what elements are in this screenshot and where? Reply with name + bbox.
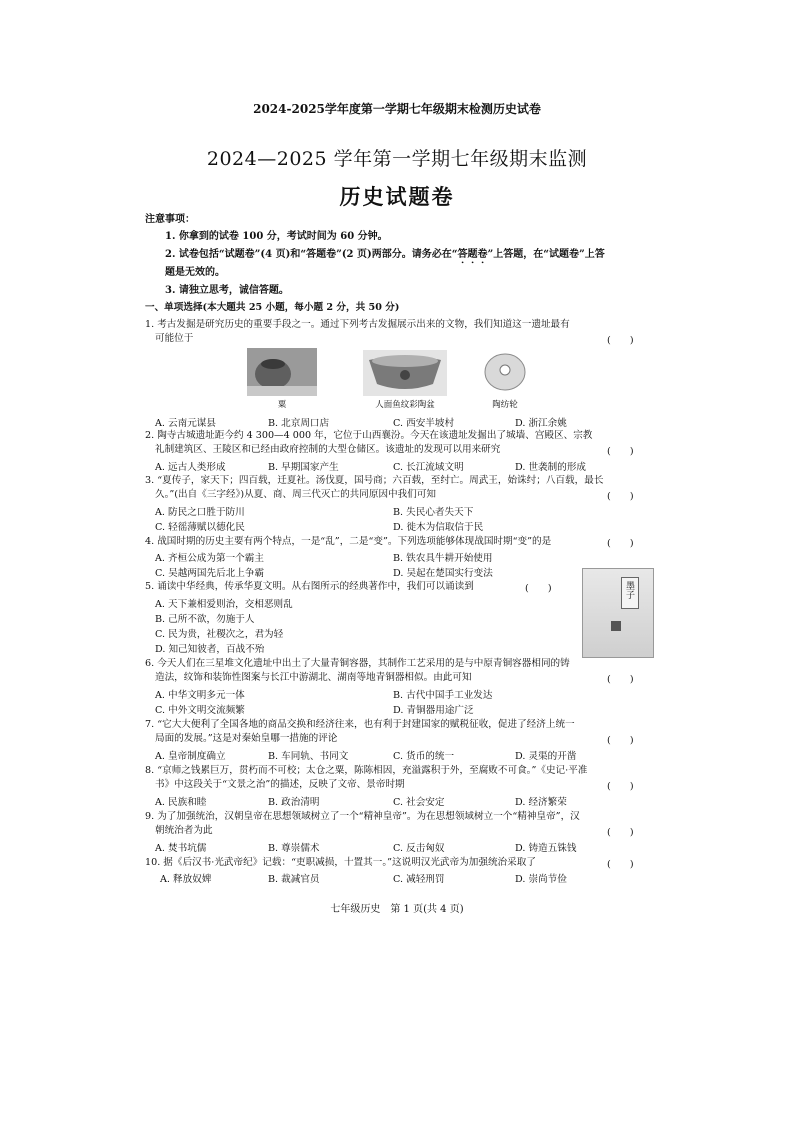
option-b: B. 政治清明 xyxy=(268,797,320,808)
option-b: B. 裁减官员 xyxy=(268,874,320,885)
option-a: A. 天下兼相爱则治，交相恶则乱 xyxy=(155,599,293,610)
answer-blank: ( ) xyxy=(607,859,634,870)
answer-blank: ( ) xyxy=(607,827,634,838)
page-footer: 七年级历史 第 1 页(共 4 页) xyxy=(330,904,464,915)
painted-pottery-basin-image xyxy=(363,350,447,396)
emphasis-text: 答题卷 xyxy=(457,249,488,260)
option-c: C. 货币的统一 xyxy=(393,751,455,762)
question-9-text: 朝统治者为此 xyxy=(155,825,213,836)
option-c: C. 减轻刑罚 xyxy=(393,874,445,885)
answer-blank: ( ) xyxy=(525,583,552,594)
answer-blank: ( ) xyxy=(607,335,634,346)
notes-item: 1. 你拿到的试卷 100 分，考试时间为 60 分钟。 xyxy=(165,231,388,242)
question-3-text: 3. “夏传子，家天下；四百载，迁夏社。汤伐夏，国号商；六百载，至纣亡。周武王，始诛纣；八百载，最长 xyxy=(145,475,604,486)
option-b: B. 北京周口店 xyxy=(268,418,330,429)
image-caption: 粟 xyxy=(277,400,287,410)
question-6-text: 6. 今天人们在三星堆文化遗址中出土了大量青铜容器，其制作工艺采用的是与中原青铜容器相同的铸 xyxy=(145,658,570,669)
option-a: A. 民族和睦 xyxy=(155,797,207,808)
option-d: D. 浙江余姚 xyxy=(515,418,567,429)
option-d: D. 世袭制的形成 xyxy=(515,462,587,473)
option-c: C. 民为贵，社稷次之，君为轻 xyxy=(155,629,284,640)
question-5-text: 5. 诵读中华经典，传承华夏文明。从右图所示的经典著作中，我们可以诵读到 xyxy=(145,581,474,592)
option-a: A. 焚书坑儒 xyxy=(155,843,207,854)
option-b: B. 尊崇儒术 xyxy=(268,843,320,854)
option-b: B. 失民心者失天下 xyxy=(393,507,474,518)
answer-blank: ( ) xyxy=(607,781,634,792)
option-d: D. 铸造五铢钱 xyxy=(515,843,577,854)
notes-item: 2. 试卷包括“试题卷”(4 页)和“答题卷”(2 页)两部分。请务必在“答题卷”上答题，在“试题卷”上答 xyxy=(165,249,605,260)
question-9-text: 9. 为了加强统治，汉朝皇帝在思想领域树立了一个“精神皇帝”。为在思想领域树立一个“精神皇帝”，汉 xyxy=(145,811,580,822)
option-c: C. 社会安定 xyxy=(393,797,445,808)
notes-item: 题是无效的。 xyxy=(165,267,225,278)
document-title: 2024-2025学年度第一学期七年级期末检测历史试卷 xyxy=(253,102,541,116)
option-d: D. 崇尚节俭 xyxy=(515,874,567,885)
section-heading: 一、单项选择(本大题共 25 小题，每小题 2 分，共 50 分) xyxy=(145,302,400,313)
millet-pot-image xyxy=(247,348,317,396)
paper-title: 历史试题卷 xyxy=(339,184,455,209)
notes-heading: 注意事项： xyxy=(145,214,195,225)
option-b: B. 车同轨、书同文 xyxy=(268,751,349,762)
option-d: D. 知己知彼者，百战不殆 xyxy=(155,644,265,655)
question-7-text: 局面的发展。”这是对秦始皇哪一措施的评论 xyxy=(155,733,338,744)
option-d: D. 灵渠的开凿 xyxy=(515,751,577,762)
option-b: B. 己所不欲，勿施于人 xyxy=(155,614,255,625)
option-c: C. 轻徭薄赋以德化民 xyxy=(155,522,245,533)
question-8-text: 书》中这段关于“文景之治”的描述，反映了文帝、景帝时期 xyxy=(155,779,405,790)
question-2-text: 礼制建筑区、王陵区和已经由政府控制的大型仓储区。该遗址的发现可以用来研究 xyxy=(155,444,501,455)
question-3-text: 久。”(出自《三字经》)从夏、商、周三代灭亡的共同原因中我们可知 xyxy=(155,489,437,500)
image-caption: 人面鱼纹彩陶盆 xyxy=(375,400,435,410)
option-b: B. 早期国家产生 xyxy=(268,462,339,473)
book-title: 墨子 xyxy=(624,581,634,599)
option-a: A. 远古人类形成 xyxy=(155,462,226,473)
option-b: B. 古代中国手工业发达 xyxy=(393,690,493,701)
option-c: C. 反击匈奴 xyxy=(393,843,445,854)
option-d: D. 经济繁荣 xyxy=(515,797,567,808)
option-a: A. 中华文明多元一体 xyxy=(155,690,245,701)
question-10-text: 10. 据《后汉书·光武帝纪》记载：“吏职减损，十置其一。”这说明汉光武帝为加强统治采取了 xyxy=(145,857,536,868)
question-7-text: 7. “它大大便利了全国各地的商品交换和经济往来，也有利于封建国家的赋税征收，促进了经济上统一 xyxy=(145,719,575,730)
answer-blank: ( ) xyxy=(607,538,634,549)
answer-blank: ( ) xyxy=(607,735,634,746)
option-c: C. 吴越两国先后北上争霸 xyxy=(155,568,265,579)
question-6-text: 造法，纹饰和装饰性图案与长江中游湖北、湖南等地青铜器相似。由此可知 xyxy=(155,672,472,683)
question-2-text: 2. 陶寺古城遗址距今约 4 300—4 000 年，它位于山西襄汾。今天在该遗址发掘出了城墙、宫殿区、宗教 xyxy=(145,430,593,441)
image-caption: 陶纺轮 xyxy=(492,400,518,410)
option-c: C. 中外文明交流频繁 xyxy=(155,705,245,716)
answer-blank: ( ) xyxy=(607,674,634,685)
option-a: A. 齐桓公成为第一个霸主 xyxy=(155,553,264,564)
question-4-text: 4. 战国时期的历史主要有两个特点，一是“乱”，二是“变”。下列选项能够体现战国时期“变”的是 xyxy=(145,536,552,547)
mozi-book-image xyxy=(582,568,654,658)
answer-blank: ( ) xyxy=(607,446,634,457)
answer-blank: ( ) xyxy=(607,491,634,502)
option-a: A. 皇帝制度确立 xyxy=(155,751,226,762)
option-a: A. 防民之口胜于防川 xyxy=(155,507,245,518)
question-1-text: 1. 考古发掘是研究历史的重要手段之一。通过下列考古发掘展示出来的文物，我们知道这一遗址最有 xyxy=(145,319,570,330)
option-d: D. 吴起在楚国实行变法 xyxy=(393,568,493,579)
exam-title: 2024—2025 学年第一学期七年级期末监测 xyxy=(206,148,588,170)
option-c: C. 西安半坡村 xyxy=(393,418,455,429)
option-a: A. 释放奴婢 xyxy=(160,874,212,885)
option-d: D. 青铜器用途广泛 xyxy=(393,705,474,716)
question-1-text: 可能位于 xyxy=(155,333,194,344)
question-8-text: 8. “京师之钱累巨万，贯朽而不可校；太仓之粟，陈陈相因，充溢露积于外，至腐败不可食。”《史记·平准 xyxy=(145,765,588,776)
pottery-spindle-whorl-image xyxy=(483,352,527,392)
notes-item: 3. 请独立思考，诚信答题。 xyxy=(165,285,289,296)
option-b: B. 铁农具牛耕开始使用 xyxy=(393,553,493,564)
option-a: A. 云南元谋县 xyxy=(155,418,216,429)
option-d: D. 徙木为信取信于民 xyxy=(393,522,484,533)
option-c: C. 长江流域文明 xyxy=(393,462,464,473)
